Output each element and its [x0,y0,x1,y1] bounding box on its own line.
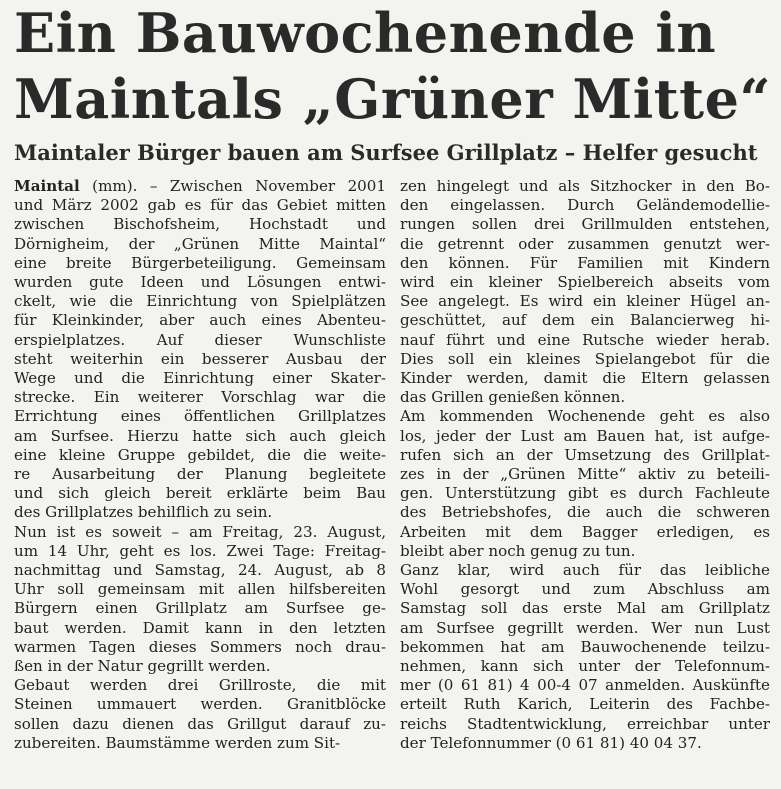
article-line: für Kleinkinder, aber auch eines Abenteu- [14,311,386,330]
article-line: mer (0 61 81) 4 00-4 07 anmelden. Auskünfte [400,676,770,695]
article-line: Dörnigheim, der „Grünen Mitte Maintal“ [14,234,386,253]
article-line: die getrennt oder zusammen genutzt wer- [400,234,770,253]
article-line: zubereiten. Baumstämme werden zum Sit- [14,733,341,752]
article-line: See angelegt. Es wird ein kleiner Hügel an- [400,292,770,311]
article-line: wurden gute Ideen und Lösungen entwi- [14,273,386,292]
article-line: Ganz klar, wird auch für das leibliche [400,561,770,580]
article-line: bekommen hat am Bauwochenende teilzu- [400,637,770,656]
article-line: gen. Unterstützung gibt es durch Fachleute [400,484,770,503]
article-line: den können. Für Familien mit Kindern [400,253,770,272]
article-line: Bürgern einen Grillplatz am Surfsee ge- [14,599,386,618]
article-line: den eingelassen. Durch Geländemodellie- [400,196,770,215]
article-line: Uhr soll gemeinsam mit allen hilfsbereiten [14,580,386,599]
article-line: wird ein kleiner Spielbereich abseits vom [400,273,770,292]
article-line: Gebaut werden drei Grillroste, die mit [14,676,386,695]
article-line: geschüttet, auf dem ein Balancierweg hi- [400,311,770,330]
article-line: um 14 Uhr, geht es los. Zwei Tage: Freitag- [14,541,386,560]
article-line: Dies soll ein kleines Spielangebot für die [400,349,770,368]
article-line: eine breite Bürgerbeteiligung. Gemeinsam [14,253,386,272]
article-line: Arbeiten mit dem Bagger erledigen, es [400,522,770,541]
article-line: sollen dazu dienen das Grillgut darauf zu- [14,714,386,733]
article-line: steht weiterhin ein besserer Ausbau der [14,349,386,368]
article-line: bleibt aber noch genug zu tun. [400,541,636,560]
article-line: am Surfsee gegrillt werden. Wer nun Lust [400,618,770,637]
article-line: zen hingelegt und als Sitzhocker in den Bo- [400,177,770,195]
headline-line-2: Maintals „Grüner Mitte“ [14,67,772,131]
article-line-text: (mm). – Zwischen November 2001 [79,177,386,195]
dateline: Maintal [14,177,80,195]
subheadline: Maintaler Bürger bauen am Surfsee Grillplatz – Helfer gesucht [14,140,758,165]
article-line: Am kommenden Wochenende geht es also [400,407,770,426]
article-line: zes in der „Grünen Mitte“ aktiv zu beteili- [400,465,770,484]
article-line: Nun ist es soweit – am Freitag, 23. August, [14,522,386,541]
article-line: strecke. Ein weiterer Vorschlag war die [14,388,386,407]
article-line: und März 2002 gab es für das Gebiet mitten [14,196,386,215]
article-line: nehmen, kann sich unter der Telefonnum- [400,657,770,676]
article-column-left [14,177,386,753]
article-line [14,177,386,196]
article-line: warmen Tagen dieses Sommers noch drau- [14,637,386,656]
headline [14,0,774,132]
article-line: der Telefonnummer (0 61 81) 40 04 37. [400,733,702,752]
article-line: Wege und die Einrichtung einer Skater- [14,369,386,388]
article-line: Kinder werden, damit die Eltern gelassen [400,369,770,388]
article-line: erteilt Ruth Karich, Leiterin des Fachbe- [400,695,770,714]
article-line: das Grillen genießen können. [400,388,626,407]
article-line: des Betriebshofes, die auch die schweren [400,503,770,522]
article-line: los, jeder der Lust am Bauen hat, ist aufge- [400,426,770,445]
article-line: erspielplatzes. Auf dieser Wunschliste [14,330,386,349]
headline-line-1: Ein Bauwochenende in [14,1,717,65]
article-line: Errichtung eines öffentlichen Grillplatzes [14,407,386,426]
article-line: zwischen Bischofsheim, Hochstadt und [14,215,386,234]
article-line: re Ausarbeitung der Planung begleitete [14,465,386,484]
article-line: ßen in der Natur gegrillt werden. [14,657,271,676]
article-line: eine kleine Gruppe gebildet, die die weite- [14,445,386,464]
article-line: des Grillplatzes behilflich zu sein. [14,503,273,522]
article-line: Samstag soll das erste Mal am Grillplatz [400,599,770,618]
article-line: und sich gleich bereit erklärte beim Bau [14,484,386,503]
article-line: Wohl gesorgt und zum Abschluss am [400,580,770,599]
article-line: rungen sollen drei Grillmulden entstehen, [400,215,770,234]
article-line: baut werden. Damit kann in den letzten [14,618,386,637]
article-line: nachmittag und Samstag, 24. August, ab 8 [14,561,386,580]
article-column-right [400,177,770,753]
article-line: am Surfsee. Hierzu hatte sich auch gleich [14,426,386,445]
article-line: Steinen ummauert werden. Granitblöcke [14,695,386,714]
article-line: reichs Stadtentwicklung, erreichbar unter [400,714,770,733]
article-line: rufen sich an der Umsetzung des Grillplat- [400,445,770,464]
article-line: nauf führt und eine Rutsche wieder herab. [400,330,770,349]
article-line: ckelt, wie die Einrichtung von Spielplätzen [14,292,386,311]
